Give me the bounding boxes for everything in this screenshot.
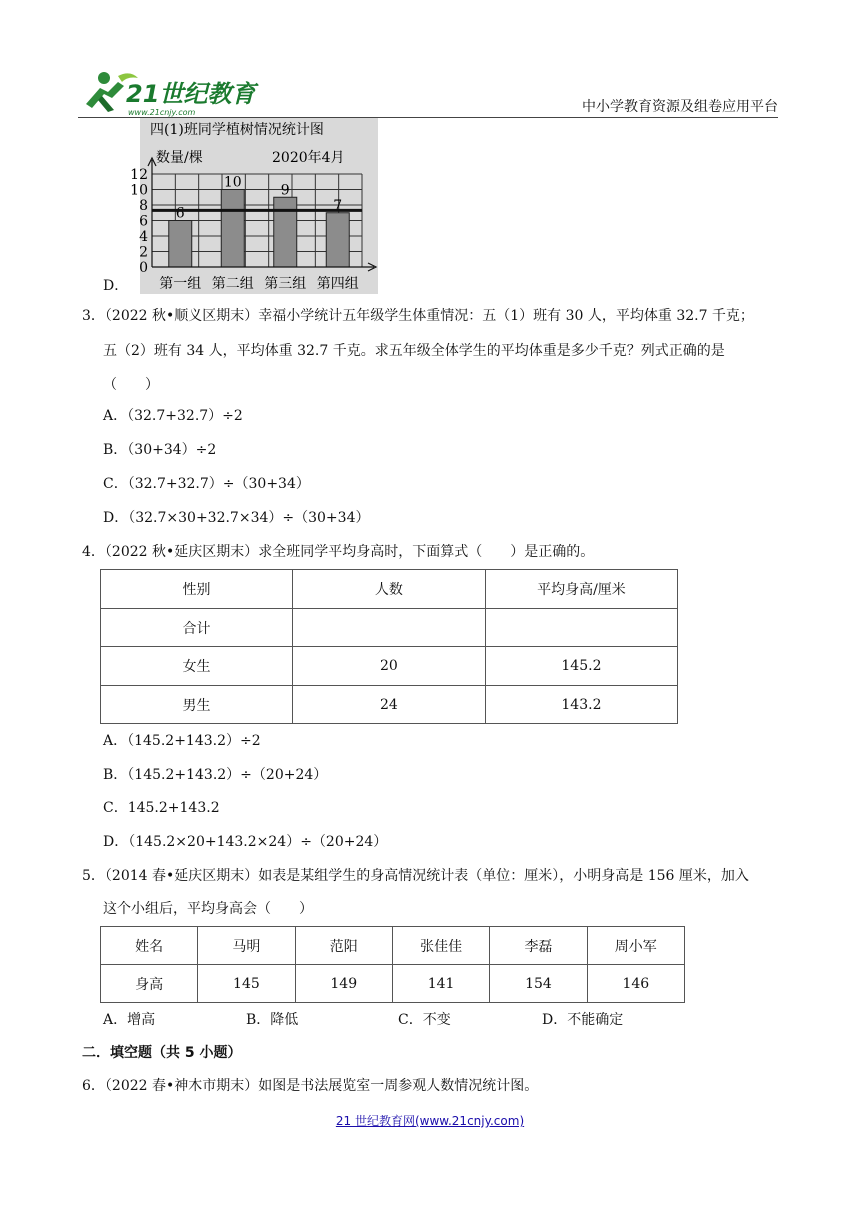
table-cell: 合计: [101, 609, 293, 647]
table-cell: 154: [490, 965, 587, 1003]
q3-stem-line2: 五（2）班有 34 人，平均体重 32.7 千克。求五年级全体学生的平均体重是多少千克？列式正确的是: [103, 343, 725, 359]
table-header-cell: 性别: [101, 570, 293, 609]
q6-stem: 6．（2022 春•神木市期末）如图是书法展览室一周参观人数情况统计图。: [82, 1078, 539, 1094]
chart-date: 2020年4月: [272, 150, 345, 166]
table-cell: [292, 609, 485, 647]
runner-logo-icon: [78, 66, 256, 118]
table-cell: 145: [198, 965, 295, 1003]
q4-option-d: D．（145.2×20+143.2×24）÷（20+24）: [103, 834, 388, 850]
y-tick-label: 6: [139, 213, 148, 230]
table-cell: 周小军: [587, 927, 684, 965]
table-cell: 143.2: [485, 686, 677, 724]
table-cell: 146: [587, 965, 684, 1003]
q4-stem: 4．（2022 秋•延庆区期末）求全班同学平均身高时，下面算式（ ）是正确的。: [82, 544, 595, 560]
bar-value-label: 6: [175, 205, 185, 222]
y-tick-label: 12: [130, 167, 148, 183]
section-title: 二．填空题（共 5 小题）: [82, 1045, 242, 1061]
bar: [169, 221, 192, 268]
table-row: [101, 686, 678, 724]
table-header-row: [101, 570, 678, 609]
table-cell: 马明: [198, 927, 295, 965]
q5-option-d: D．不能确定: [542, 1012, 624, 1028]
q3-option-b: B．（30+34）÷2: [103, 442, 217, 458]
q4-option-a: A．（145.2+143.2）÷2: [103, 733, 261, 749]
chart-title: 四(1)班同学植树情况统计图: [150, 122, 324, 138]
bar: [326, 213, 349, 267]
bar-value-label: 10: [223, 174, 242, 191]
table-cell: 姓名: [101, 927, 198, 965]
category-label: 第二组: [211, 276, 254, 292]
table-header-cell: 人数: [292, 570, 485, 609]
q3-option-d: D．（32.7×30+32.7×34）÷（30+34）: [103, 510, 370, 526]
bar-value-label: 7: [333, 197, 343, 214]
q3-option-c: C．（32.7+32.7）÷（30+34）: [103, 476, 310, 492]
category-label: 第三组: [264, 276, 307, 292]
q4-option-c: C．145.2+143.2: [103, 800, 220, 816]
table-cell: 24: [292, 686, 485, 724]
q5-stem-line1: 5．（2014 春•延庆区期末）如表是某组学生的身高情况统计表（单位：厘米），小明身高是 156 厘米，加入: [82, 868, 749, 884]
q2-option-d: D．: [103, 278, 129, 294]
bar-value-label: 9: [280, 182, 290, 199]
footer-link[interactable]: 21 世纪教育网(www.21cnjy.com): [335, 1114, 525, 1128]
table-cell: [485, 609, 677, 647]
table-cell: 145.2: [485, 647, 677, 686]
q4-option-b: B．（145.2+143.2）÷（20+24）: [103, 767, 328, 783]
y-tick-label: 10: [130, 182, 148, 199]
table-row: [101, 609, 678, 647]
table-row: [101, 965, 685, 1003]
q5-option-a: A．增高: [103, 1012, 156, 1028]
q5-height-table: [100, 926, 685, 1003]
platform-title: 中小学教育资源及组卷应用平台: [582, 99, 778, 115]
q3-stem-line1: 3．（2022 秋•顺义区期末）幸福小学统计五年级学生体重情况：五（1）班有 30 人，平均体重 32.7 千克；: [82, 308, 754, 324]
table-header-cell: 平均身高/厘米: [485, 570, 677, 609]
q5-option-c: C．不变: [398, 1012, 451, 1028]
bar: [221, 190, 244, 268]
q4-height-table: [100, 569, 678, 724]
q5-stem-line2: 这个小组后，平均身高会（ ）: [103, 901, 313, 917]
category-label: 第一组: [159, 276, 202, 292]
logo: [78, 66, 256, 118]
q3-option-a: A．（32.7+32.7）÷2: [103, 408, 243, 424]
y-tick-label: 0: [139, 260, 148, 276]
q3-stem-line3: （ ）: [103, 377, 159, 393]
table-cell: 女生: [101, 647, 293, 686]
bar: [274, 197, 297, 267]
chart-y-ticks: [130, 167, 148, 276]
y-tick-label: 4: [139, 229, 148, 245]
q5-option-b: B．降低: [246, 1012, 299, 1028]
category-label: 第四组: [316, 276, 359, 292]
table-cell: 范阳: [295, 927, 392, 965]
y-tick-label: 8: [139, 198, 148, 214]
table-cell: 李磊: [490, 927, 587, 965]
table-cell: 张佳佳: [392, 927, 489, 965]
table-cell: 男生: [101, 686, 293, 724]
chart-ylabel: 数量/棵: [156, 150, 203, 166]
logo-text: 21世纪教育: [126, 80, 256, 108]
table-cell: 149: [295, 965, 392, 1003]
table-row: [101, 927, 685, 965]
y-tick-label: 2: [139, 244, 148, 261]
logo-url: www.21cnjy.com: [128, 108, 196, 117]
bar-chart: [130, 118, 378, 294]
table-row: [101, 647, 678, 686]
table-cell: 身高: [101, 965, 198, 1003]
table-cell: 141: [392, 965, 489, 1003]
chart-categories: [159, 276, 359, 292]
table-cell: 20: [292, 647, 485, 686]
tree-planting-chart: [130, 118, 378, 294]
